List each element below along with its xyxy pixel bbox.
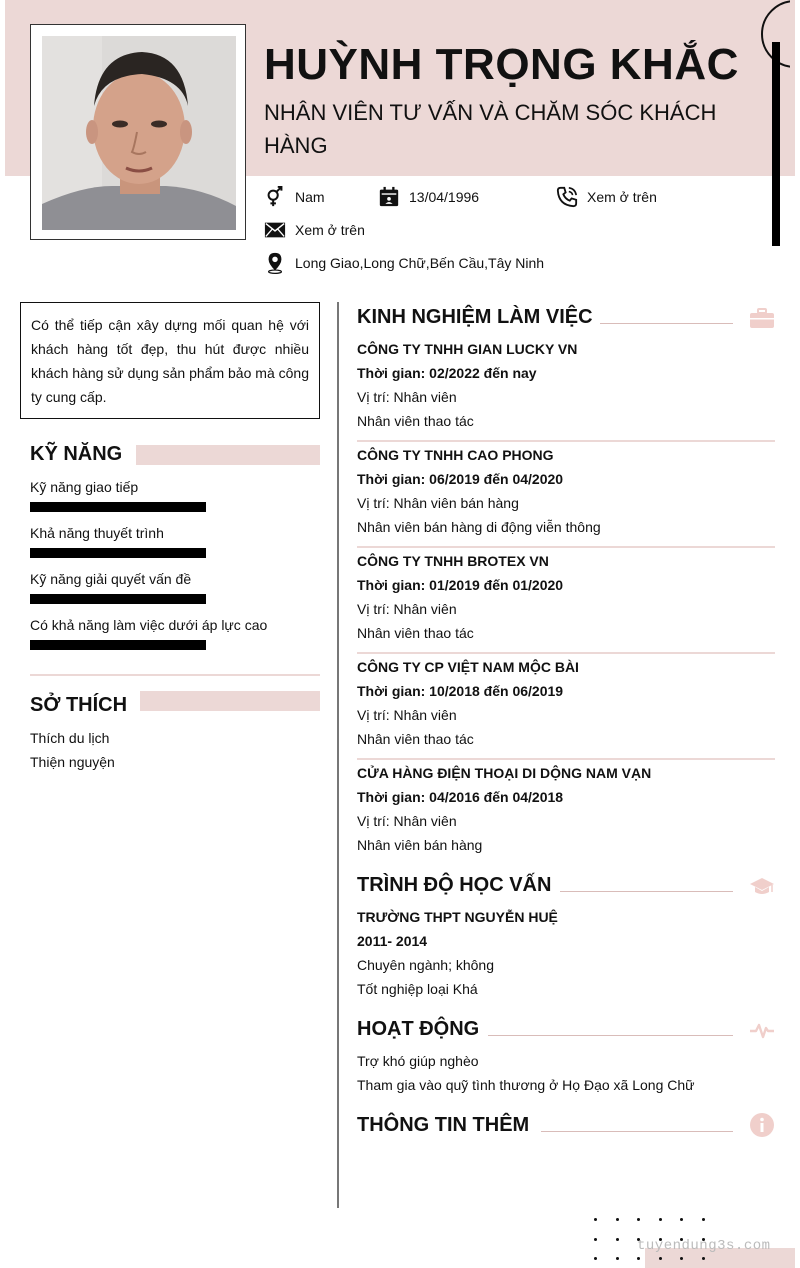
gender-icon bbox=[264, 186, 286, 208]
avatar bbox=[42, 36, 236, 230]
activity-item: Trợ khó giúp nghèo bbox=[357, 1053, 479, 1069]
job-divider bbox=[357, 652, 775, 654]
experience-title-rule bbox=[600, 323, 733, 324]
job-company: CỬA HÀNG ĐIỆN THOẠI DI DỘNG NAM VẠN bbox=[357, 765, 652, 781]
skill-level-bar bbox=[30, 640, 206, 650]
career-summary: Có thể tiếp cận xây dựng mối quan hệ với khách hàng tốt đẹp, thu hút được nhiều khách hàng sử dụng sản phẩm bảo mà công ty cung cấp. bbox=[20, 302, 320, 419]
dot bbox=[616, 1218, 619, 1221]
dot bbox=[702, 1218, 705, 1221]
dot bbox=[659, 1218, 662, 1221]
school-years: 2011- 2014 bbox=[357, 933, 428, 949]
education-title-rule bbox=[560, 891, 733, 892]
dot bbox=[680, 1257, 683, 1260]
skill-level-bar bbox=[30, 502, 206, 512]
dot bbox=[616, 1238, 619, 1241]
briefcase-icon bbox=[749, 305, 775, 331]
more-info-title-rule bbox=[541, 1131, 733, 1132]
job-description: Nhân viên thao tác bbox=[357, 413, 474, 429]
job-company: CÔNG TY TNHH GIAN LUCKY VN bbox=[357, 341, 578, 357]
dot bbox=[594, 1257, 597, 1260]
dot bbox=[637, 1257, 640, 1260]
job-divider bbox=[357, 440, 775, 442]
job-time: Thời gian: 01/2019 đến 01/2020 bbox=[357, 577, 564, 593]
job-divider bbox=[357, 758, 775, 760]
phone-value: Xem ở trên bbox=[587, 189, 657, 205]
skills-title: KỸ NĂNG bbox=[30, 443, 123, 465]
job-company: CÔNG TY TNHH BROTEX VN bbox=[357, 553, 549, 569]
job-position: Vị trí: Nhân viên bbox=[357, 813, 457, 829]
school-name: TRƯỜNG THPT NGUYỄN HUỆ bbox=[357, 909, 558, 925]
school-grade: Tốt nghiệp loại Khá bbox=[357, 981, 478, 997]
job-position: Vị trí: Nhân viên bbox=[357, 707, 457, 723]
address-info bbox=[264, 252, 544, 274]
job-position: Vị trí: Nhân viên bbox=[357, 601, 457, 617]
job-position: Vị trí: Nhân viên bbox=[357, 389, 457, 405]
activities-title-rule bbox=[488, 1035, 733, 1036]
skill-name: Kỹ năng giao tiếp bbox=[30, 479, 139, 495]
skill-name: Kỹ năng giải quyết vấn đề bbox=[30, 571, 192, 587]
education-title: TRÌNH ĐỘ HỌC VẤN bbox=[357, 874, 552, 896]
job-description: Nhân viên bán hàng di động viễn thông bbox=[357, 519, 601, 535]
job-divider bbox=[357, 546, 775, 548]
vertical-bar-decoration bbox=[772, 42, 780, 246]
experience-title: KINH NGHIỆM LÀM VIỆC bbox=[357, 306, 593, 328]
dot bbox=[702, 1257, 705, 1260]
email-value: Xem ở trên bbox=[295, 222, 365, 238]
dot bbox=[594, 1238, 597, 1241]
birthday-info bbox=[378, 186, 479, 208]
hobbies-title-bar bbox=[140, 691, 320, 711]
job-company: CÔNG TY CP VIỆT NAM MỘC BÀI bbox=[357, 659, 579, 675]
dot bbox=[616, 1257, 619, 1260]
envelope-icon bbox=[264, 219, 286, 241]
gender-info bbox=[264, 186, 325, 208]
email-info bbox=[264, 219, 365, 241]
hobby-item: Thích du lịch bbox=[30, 730, 110, 746]
info-icon bbox=[749, 1112, 775, 1138]
skill-name: Có khả năng làm việc dưới áp lực cao bbox=[30, 617, 268, 633]
dot bbox=[594, 1218, 597, 1221]
hobby-item: Thiện nguyện bbox=[30, 754, 115, 770]
skill-level-bar bbox=[30, 548, 206, 558]
phone-info bbox=[556, 186, 657, 208]
job-description: Nhân viên thao tác bbox=[357, 731, 474, 747]
activities-title: HOẠT ĐỘNG bbox=[357, 1018, 480, 1040]
job-time: Thời gian: 02/2022 đến nay bbox=[357, 365, 537, 381]
avatar-illustration-icon bbox=[42, 36, 236, 230]
gender-value: Nam bbox=[295, 189, 325, 205]
job-time: Thời gian: 04/2016 đến 04/2018 bbox=[357, 789, 564, 805]
hobbies-title: SỞ THÍCH bbox=[30, 694, 128, 716]
job-position: Vị trí: Nhân viên bán hàng bbox=[357, 495, 519, 511]
more-info-title: THÔNG TIN THÊM bbox=[357, 1114, 530, 1136]
school-major: Chuyên ngành; không bbox=[357, 957, 494, 973]
dot bbox=[659, 1257, 662, 1260]
column-divider bbox=[337, 302, 339, 1208]
job-time: Thời gian: 06/2019 đến 04/2020 bbox=[357, 471, 564, 487]
phone-icon bbox=[556, 186, 578, 208]
job-time: Thời gian: 10/2018 đến 06/2019 bbox=[357, 683, 564, 699]
dot bbox=[637, 1218, 640, 1221]
activity-item: Tham gia vào quỹ tình thương ở Họ Đạo xã Long Chữ bbox=[357, 1077, 695, 1093]
full-name: HUỲNH TRỌNG KHẮC bbox=[264, 40, 739, 89]
job-description: Nhân viên bán hàng bbox=[357, 837, 483, 853]
dot bbox=[680, 1218, 683, 1221]
address-value: Long Giao,Long Chữ,Bến Cầu,Tây Ninh bbox=[295, 255, 545, 271]
job-company: CÔNG TY TNHH CAO PHONG bbox=[357, 447, 554, 463]
section-divider bbox=[30, 674, 320, 676]
watermark: tuyendung3s.com bbox=[637, 1238, 771, 1254]
job-description: Nhân viên thao tác bbox=[357, 625, 474, 641]
skills-title-bar bbox=[136, 445, 320, 465]
pulse-icon bbox=[749, 1017, 775, 1043]
birthday-value: 13/04/1996 bbox=[409, 189, 480, 205]
graduation-cap-icon bbox=[749, 873, 775, 899]
skill-level-bar bbox=[30, 594, 206, 604]
location-pin-icon bbox=[264, 252, 286, 274]
job-title: NHÂN VIÊN TƯ VẤN VÀ CHĂM SÓC KHÁCH HÀNG bbox=[264, 100, 717, 158]
skill-name: Khả năng thuyết trình bbox=[30, 525, 164, 541]
calendar-icon bbox=[378, 186, 400, 208]
